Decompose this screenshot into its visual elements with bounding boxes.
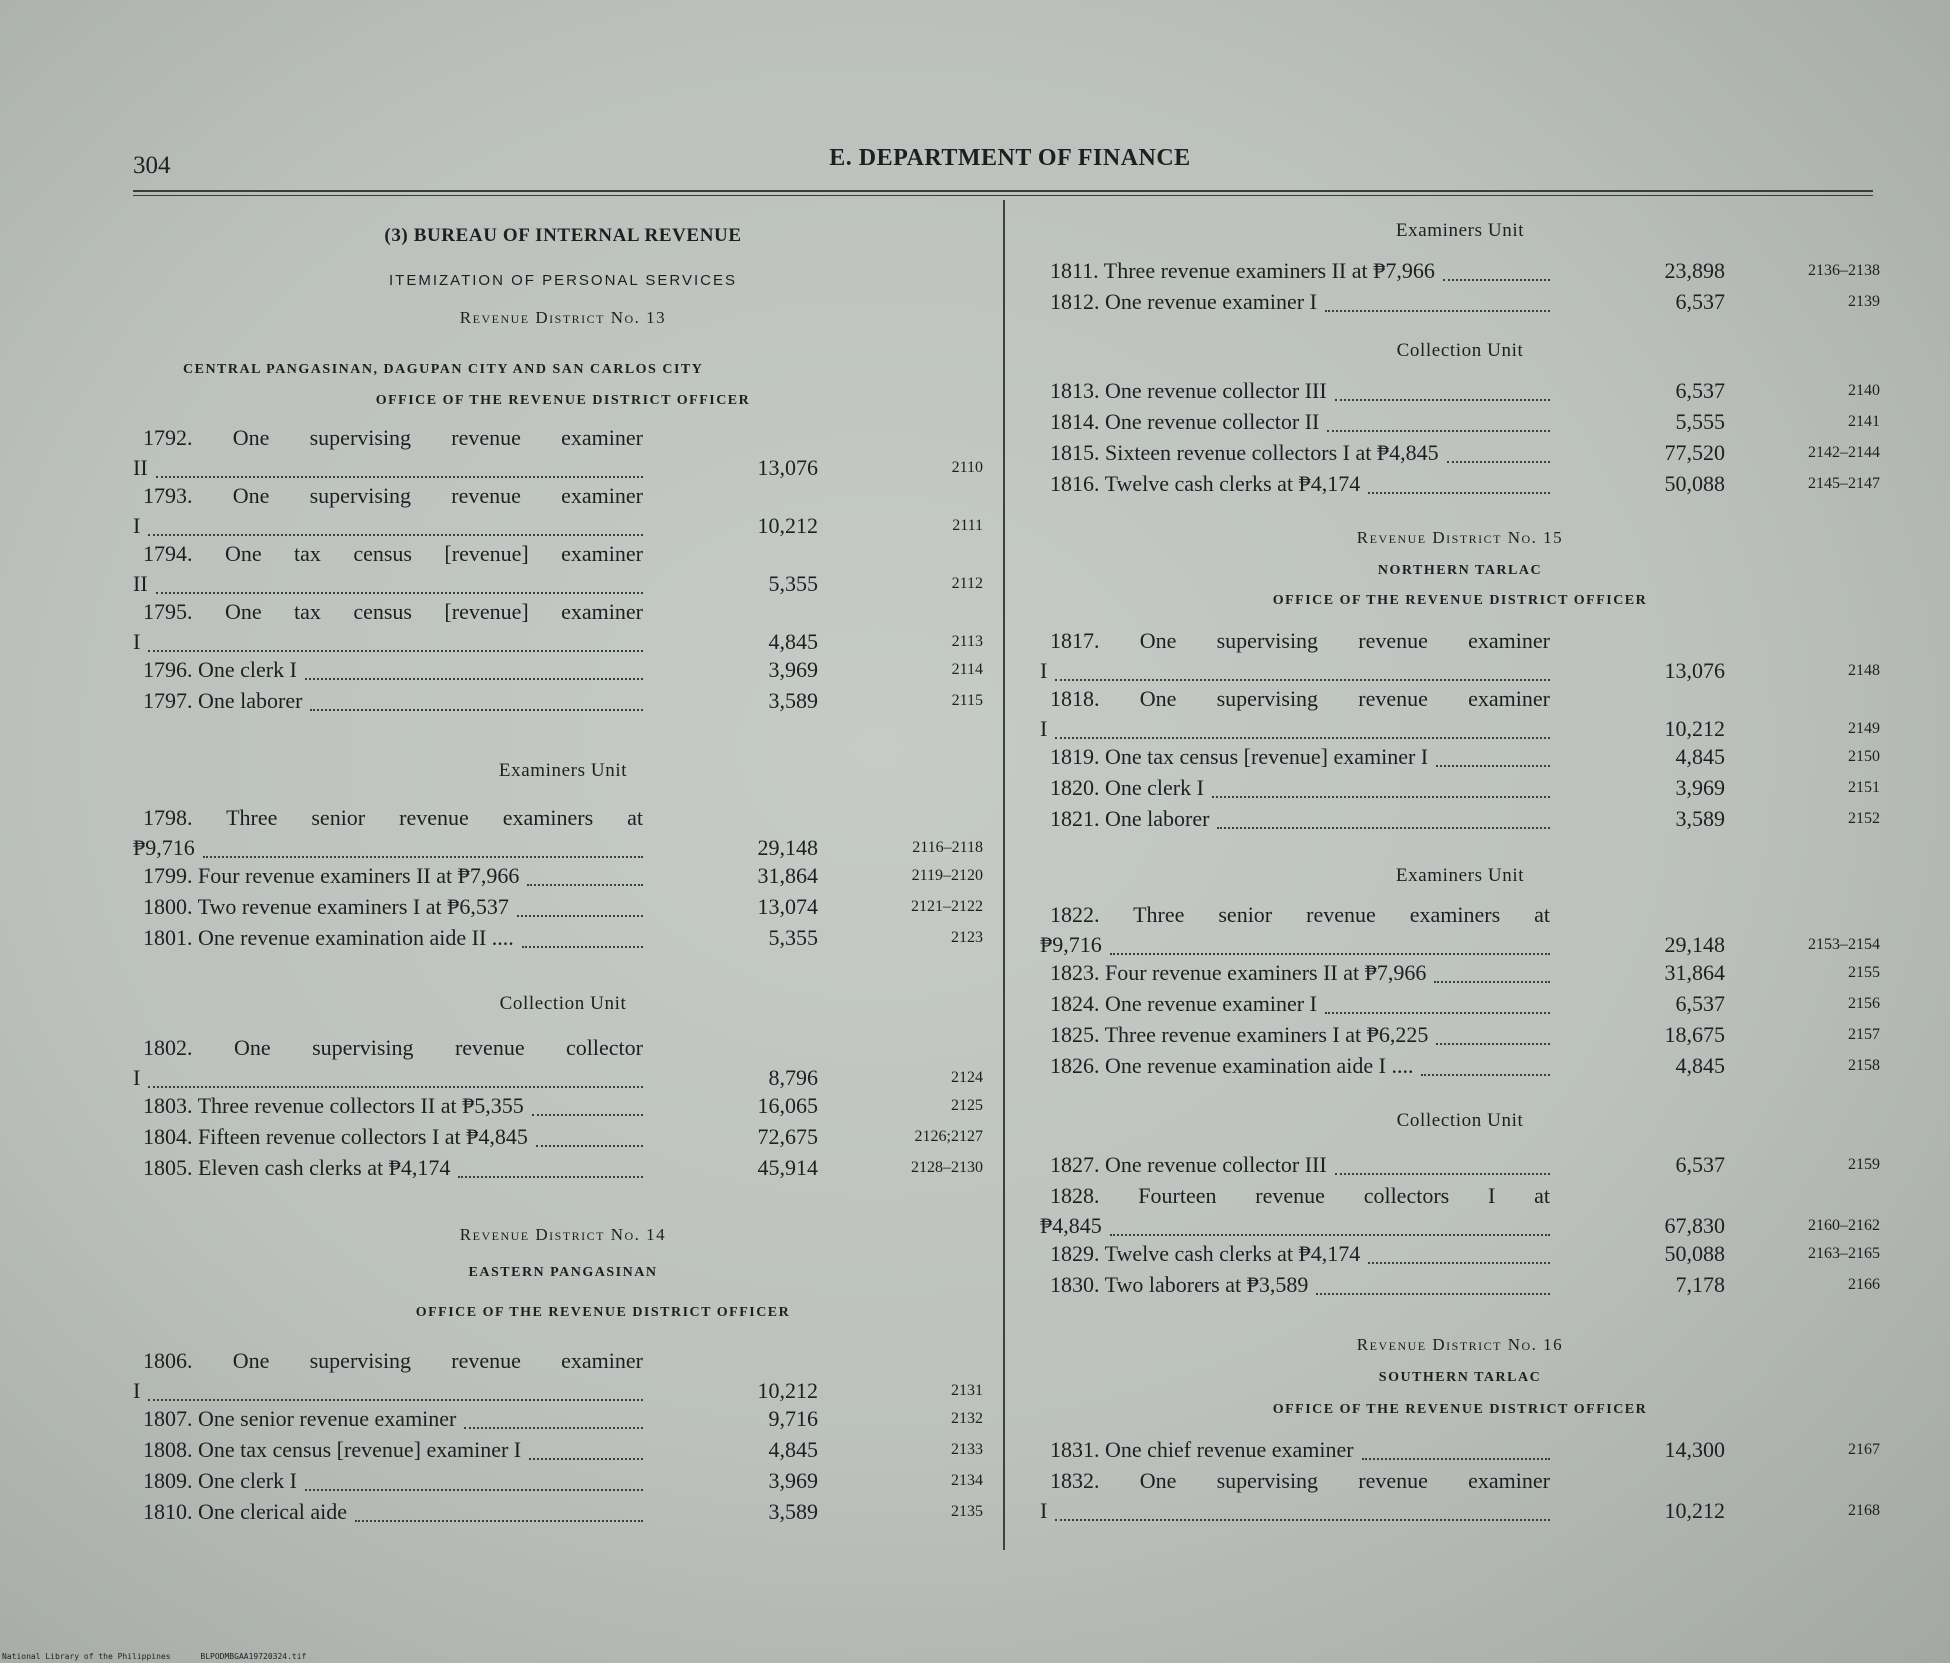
entry-text: 1813. One revenue collector III bbox=[1050, 378, 1327, 403]
entry-reference: 2116–2118 bbox=[912, 839, 983, 856]
entry-reference: 2157 bbox=[1848, 1026, 1880, 1043]
leader-dots bbox=[1368, 1262, 1550, 1264]
leader-dots bbox=[1362, 1458, 1550, 1460]
entry-text-continued: ₱4,845 bbox=[1040, 1213, 1102, 1238]
leader-dots bbox=[1055, 1519, 1550, 1521]
entry-reference: 2110 bbox=[951, 459, 983, 476]
entry-reference: 2134 bbox=[951, 1472, 983, 1489]
entry-amount: 29,148 bbox=[1664, 932, 1725, 957]
leader-dots bbox=[148, 1086, 643, 1088]
entry-reference: 2136–2138 bbox=[1808, 262, 1880, 279]
entry-text: 1798. Three senior revenue examiners at bbox=[143, 805, 643, 830]
entry-amount: 14,300 bbox=[1664, 1437, 1725, 1462]
entry-text: 1812. One revenue examiner I bbox=[1050, 289, 1317, 314]
office-heading: OFFICE OF THE REVENUE DISTRICT OFFICER bbox=[415, 1305, 791, 1320]
entry-reference: 2124 bbox=[951, 1069, 983, 1086]
leader-dots bbox=[310, 709, 643, 711]
entry-text: 1831. One chief revenue examiner bbox=[1050, 1437, 1354, 1462]
entry-text-continued: I bbox=[133, 1065, 141, 1090]
entry-reference: 2149 bbox=[1848, 720, 1880, 737]
entry-amount: 23,898 bbox=[1664, 258, 1725, 283]
entry-reference: 2133 bbox=[951, 1441, 983, 1458]
entry-text: 1808. One tax census [revenue] examiner I bbox=[143, 1437, 522, 1462]
leader-dots bbox=[148, 1399, 643, 1401]
entry-reference: 2126;2127 bbox=[914, 1128, 983, 1145]
unit-heading: Collection Unit bbox=[499, 993, 627, 1014]
entry-reference: 2163–2165 bbox=[1808, 1245, 1880, 1262]
leader-dots bbox=[532, 1114, 643, 1116]
entry-amount: 50,088 bbox=[1664, 471, 1725, 496]
entry-row bbox=[133, 541, 993, 601]
entry-reference: 2142–2144 bbox=[1808, 444, 1880, 461]
entry-reference: 2148 bbox=[1848, 662, 1880, 679]
entry-reference: 2111 bbox=[952, 517, 983, 534]
leader-dots bbox=[1212, 796, 1550, 798]
column-divider bbox=[1003, 200, 1005, 1550]
entry-amount: 9,716 bbox=[768, 1406, 818, 1431]
entry-text: 1818. One supervising revenue examiner bbox=[1050, 686, 1550, 711]
entry-row bbox=[133, 805, 993, 865]
header-rule bbox=[133, 190, 1873, 192]
entry-text: 1792. One supervising revenue examiner bbox=[143, 425, 643, 450]
entry-amount: 6,537 bbox=[1675, 1152, 1725, 1177]
entry-amount: 3,969 bbox=[768, 1468, 818, 1493]
entry-amount: 4,845 bbox=[768, 1437, 818, 1462]
entry-text: 1793. One supervising revenue examiner bbox=[143, 483, 643, 508]
entry-reference: 2112 bbox=[951, 575, 983, 592]
leader-dots bbox=[1325, 1012, 1550, 1014]
entry-amount: 5,355 bbox=[768, 571, 818, 596]
leader-dots bbox=[305, 1489, 643, 1491]
entry-reference: 2123 bbox=[951, 929, 983, 946]
district-area: EASTERN PANGASINAN bbox=[468, 1265, 658, 1280]
footer bbox=[2, 1652, 331, 1661]
entry-text: 1803. Three revenue collectors II at ₱5,355 bbox=[143, 1093, 524, 1118]
entry-reference: 2113 bbox=[951, 633, 983, 650]
entry-amount: 77,520 bbox=[1664, 440, 1725, 465]
entry-text: 1805. Eleven cash clerks at ₱4,174 bbox=[143, 1155, 451, 1180]
entry-amount: 10,212 bbox=[757, 513, 818, 538]
entry-amount: 6,537 bbox=[1675, 378, 1725, 403]
entry-reference: 2155 bbox=[1848, 964, 1880, 981]
entry-amount: 5,555 bbox=[1675, 409, 1725, 434]
entry-reference: 2167 bbox=[1848, 1441, 1880, 1458]
entry-amount: 18,675 bbox=[1664, 1022, 1725, 1047]
entry-reference: 2153–2154 bbox=[1808, 936, 1880, 953]
leader-dots bbox=[517, 915, 643, 917]
leader-dots bbox=[1110, 953, 1550, 955]
entry-reference: 2135 bbox=[951, 1503, 983, 1520]
entry-reference: 2156 bbox=[1848, 995, 1880, 1012]
leader-dots bbox=[148, 534, 643, 536]
entry-reference: 2139 bbox=[1848, 293, 1880, 310]
leader-dots bbox=[1447, 461, 1550, 463]
entry-amount: 4,845 bbox=[1675, 1053, 1725, 1078]
entry-amount: 3,589 bbox=[768, 1499, 818, 1524]
unit-heading: Examiners Unit bbox=[1395, 220, 1525, 241]
office-heading: OFFICE OF THE REVENUE DISTRICT OFFICER bbox=[1272, 593, 1648, 608]
entry-amount: 13,076 bbox=[757, 455, 818, 480]
entry-row bbox=[133, 1348, 993, 1408]
entry-text: 1811. Three revenue examiners II at ₱7,966 bbox=[1050, 258, 1435, 283]
office-heading: OFFICE OF THE REVENUE DISTRICT OFFICER bbox=[375, 393, 751, 408]
entry-amount: 4,845 bbox=[768, 629, 818, 654]
entry-text: 1809. One clerk I bbox=[143, 1468, 297, 1493]
unit-heading: Examiners Unit bbox=[1395, 865, 1525, 886]
entry-text-continued: I bbox=[1040, 1498, 1048, 1523]
entry-text: 1819. One tax census [revenue] examiner I bbox=[1050, 744, 1429, 769]
entry-amount: 3,589 bbox=[1675, 806, 1725, 831]
leader-dots bbox=[1335, 399, 1550, 401]
entry-amount: 3,589 bbox=[768, 688, 818, 713]
page-number: 304 bbox=[133, 152, 171, 179]
office-heading: OFFICE OF THE REVENUE DISTRICT OFFICER bbox=[1272, 1402, 1648, 1417]
entry-amount: 6,537 bbox=[1675, 289, 1725, 314]
leader-dots bbox=[458, 1176, 643, 1178]
leader-dots bbox=[1335, 1173, 1550, 1175]
entry-row bbox=[133, 925, 993, 985]
leader-dots bbox=[1110, 1234, 1550, 1236]
district-heading: Revenue District No. 16 bbox=[1356, 1335, 1564, 1354]
entry-amount: 10,212 bbox=[1664, 716, 1725, 741]
entry-reference: 2119–2120 bbox=[911, 867, 983, 884]
entry-text-continued: I bbox=[133, 1378, 141, 1403]
entry-amount: 50,088 bbox=[1664, 1241, 1725, 1266]
entry-text: 1822. Three senior revenue examiners at bbox=[1050, 902, 1550, 927]
district-heading: Revenue District No. 15 bbox=[1356, 528, 1564, 547]
entry-amount: 3,969 bbox=[768, 657, 818, 682]
entry-text: 1823. Four revenue examiners II at ₱7,966 bbox=[1050, 960, 1427, 985]
entry-text-continued: ₱9,716 bbox=[1040, 932, 1102, 957]
page-title: E. DEPARTMENT OF FINANCE bbox=[829, 145, 1191, 171]
entry-text-continued: I bbox=[133, 629, 141, 654]
entry-row bbox=[133, 688, 993, 748]
leader-dots bbox=[1434, 981, 1550, 983]
entry-amount: 45,914 bbox=[757, 1155, 818, 1180]
entry-text: 1806. One supervising revenue examiner bbox=[143, 1348, 643, 1373]
entry-row bbox=[1040, 1183, 1880, 1243]
leader-dots bbox=[1443, 279, 1550, 281]
leader-dots bbox=[536, 1145, 643, 1147]
entry-reference: 2128–2130 bbox=[911, 1159, 983, 1176]
unit-heading: Examiners Unit bbox=[498, 760, 628, 781]
entry-reference: 2121–2122 bbox=[911, 898, 983, 915]
entry-text: 1801. One revenue examination aide II .... bbox=[143, 925, 514, 950]
entry-text-continued: II bbox=[133, 455, 148, 480]
entry-reference: 2158 bbox=[1848, 1057, 1880, 1074]
entry-text-continued: I bbox=[1040, 658, 1048, 683]
entry-amount: 10,212 bbox=[757, 1378, 818, 1403]
entry-text: 1827. One revenue collector III bbox=[1050, 1152, 1327, 1177]
entry-text-continued: I bbox=[1040, 716, 1048, 741]
entry-reference: 2114 bbox=[951, 661, 983, 678]
leader-dots bbox=[1055, 737, 1550, 739]
entry-reference: 2160–2162 bbox=[1808, 1217, 1880, 1234]
entry-text: 1800. Two revenue examiners I at ₱6,537 bbox=[143, 894, 509, 919]
entry-text: 1796. One clerk I bbox=[143, 657, 297, 682]
entry-amount: 10,212 bbox=[1664, 1498, 1725, 1523]
entry-reference: 2151 bbox=[1848, 779, 1880, 796]
entry-reference: 2168 bbox=[1848, 1502, 1880, 1519]
entry-text: 1832. One supervising revenue examiner bbox=[1050, 1468, 1550, 1493]
entry-reference: 2140 bbox=[1848, 382, 1880, 399]
entry-text-continued: II bbox=[133, 571, 148, 596]
entry-text: 1826. One revenue examination aide I .... bbox=[1050, 1053, 1414, 1078]
leader-dots bbox=[1217, 827, 1550, 829]
entry-reference: 2145–2147 bbox=[1808, 475, 1880, 492]
entry-amount: 6,537 bbox=[1675, 991, 1725, 1016]
entry-text: 1824. One revenue examiner I bbox=[1050, 991, 1317, 1016]
entry-row bbox=[1040, 1272, 1880, 1332]
leader-dots bbox=[305, 678, 643, 680]
entry-row bbox=[133, 483, 993, 543]
entry-amount: 4,845 bbox=[1675, 744, 1725, 769]
entry-text: 1814. One revenue collector II bbox=[1050, 409, 1320, 434]
entry-reference: 2131 bbox=[951, 1382, 983, 1399]
entry-reference: 2125 bbox=[951, 1097, 983, 1114]
entry-row bbox=[1040, 1053, 1880, 1113]
entry-row bbox=[133, 1499, 993, 1559]
entry-amount: 31,864 bbox=[757, 863, 818, 888]
unit-heading: Collection Unit bbox=[1396, 1110, 1524, 1131]
entry-row bbox=[1040, 806, 1880, 866]
footer-library: National Library of the Philippines bbox=[2, 1652, 171, 1661]
leader-dots bbox=[1325, 310, 1550, 312]
entry-text: 1816. Twelve cash clerks at ₱4,174 bbox=[1050, 471, 1361, 496]
entry-text: 1804. Fifteen revenue collectors I at ₱4,845 bbox=[143, 1124, 528, 1149]
entry-text: 1797. One laborer bbox=[143, 688, 303, 713]
leader-dots bbox=[355, 1520, 643, 1522]
footer-file: BLPODMBGAA19720324.tif bbox=[200, 1652, 307, 1661]
district-heading: Revenue District No. 14 bbox=[459, 1225, 667, 1244]
leader-dots bbox=[527, 884, 643, 886]
entry-text-continued: ₱9,716 bbox=[133, 835, 195, 860]
leader-dots bbox=[1436, 1043, 1550, 1045]
leader-dots bbox=[529, 1458, 643, 1460]
leader-dots bbox=[156, 476, 643, 478]
entry-text: 1795. One tax census [revenue] examiner bbox=[143, 599, 643, 624]
leader-dots bbox=[1436, 765, 1550, 767]
entry-amount: 29,148 bbox=[757, 835, 818, 860]
district-area: CENTRAL PANGASINAN, DAGUPAN CITY AND SAN CARLOS CITY bbox=[183, 362, 704, 377]
entry-amount: 8,796 bbox=[768, 1065, 818, 1090]
entry-text: 1820. One clerk I bbox=[1050, 775, 1204, 800]
entry-text: 1807. One senior revenue examiner bbox=[143, 1406, 457, 1431]
leader-dots bbox=[1327, 430, 1550, 432]
entry-text: 1829. Twelve cash clerks at ₱4,174 bbox=[1050, 1241, 1361, 1266]
district-area: NORTHERN TARLAC bbox=[1377, 563, 1543, 578]
entry-reference: 2141 bbox=[1848, 413, 1880, 430]
entry-text-continued: I bbox=[133, 513, 141, 538]
entry-text: 1817. One supervising revenue examiner bbox=[1050, 628, 1550, 653]
entry-amount: 67,830 bbox=[1664, 1213, 1725, 1238]
entry-text: 1825. Three revenue examiners I at ₱6,225 bbox=[1050, 1022, 1429, 1047]
entry-row bbox=[133, 1035, 993, 1095]
leader-dots bbox=[1316, 1293, 1550, 1295]
entry-row bbox=[133, 599, 993, 659]
leader-dots bbox=[203, 856, 643, 858]
entry-amount: 7,178 bbox=[1675, 1272, 1725, 1297]
entry-row bbox=[133, 1155, 993, 1215]
entry-reference: 2152 bbox=[1848, 810, 1880, 827]
entry-reference: 2150 bbox=[1848, 748, 1880, 765]
district-heading: Revenue District No. 13 bbox=[459, 308, 667, 327]
entry-amount: 31,864 bbox=[1664, 960, 1725, 985]
entry-reference: 2132 bbox=[951, 1410, 983, 1427]
entry-amount: 13,074 bbox=[757, 894, 818, 919]
entry-text: 1815. Sixteen revenue collectors I at ₱4,845 bbox=[1050, 440, 1439, 465]
entry-reference: 2166 bbox=[1848, 1276, 1880, 1293]
entry-text: 1799. Four revenue examiners II at ₱7,966 bbox=[143, 863, 520, 888]
itemization-title: ITEMIZATION OF PERSONAL SERVICES bbox=[389, 272, 737, 289]
entry-row bbox=[133, 425, 993, 485]
entry-amount: 5,355 bbox=[768, 925, 818, 950]
entry-amount: 72,675 bbox=[757, 1124, 818, 1149]
entry-row bbox=[1040, 686, 1880, 746]
leader-dots bbox=[464, 1427, 643, 1429]
entry-row bbox=[1040, 902, 1880, 962]
entry-text: 1802. One supervising revenue collector bbox=[143, 1035, 643, 1060]
unit-heading: Collection Unit bbox=[1396, 340, 1524, 361]
district-area: SOUTHERN TARLAC bbox=[1378, 1370, 1542, 1385]
entry-text: 1828. Fourteen revenue collectors I at bbox=[1050, 1183, 1550, 1208]
header-rule-thin bbox=[133, 195, 1873, 196]
bureau-title: (3) BUREAU OF INTERNAL REVENUE bbox=[384, 225, 742, 246]
entry-amount: 3,969 bbox=[1675, 775, 1725, 800]
entry-text: 1810. One clerical aide bbox=[143, 1499, 348, 1524]
entry-amount: 16,065 bbox=[757, 1093, 818, 1118]
entry-amount: 13,076 bbox=[1664, 658, 1725, 683]
leader-dots bbox=[156, 592, 643, 594]
leader-dots bbox=[1055, 679, 1550, 681]
entry-row bbox=[1040, 1468, 1880, 1528]
leader-dots bbox=[1368, 492, 1550, 494]
leader-dots bbox=[1421, 1074, 1550, 1076]
entry-row bbox=[1040, 289, 1880, 349]
entry-text: 1794. One tax census [revenue] examiner bbox=[143, 541, 643, 566]
entry-reference: 2115 bbox=[951, 692, 983, 709]
entry-row bbox=[1040, 628, 1880, 688]
leader-dots bbox=[522, 946, 643, 948]
entry-row bbox=[1040, 471, 1880, 531]
leader-dots bbox=[148, 650, 643, 652]
entry-text: 1830. Two laborers at ₱3,589 bbox=[1050, 1272, 1309, 1297]
entry-reference: 2159 bbox=[1848, 1156, 1880, 1173]
entry-text: 1821. One laborer bbox=[1050, 806, 1210, 831]
